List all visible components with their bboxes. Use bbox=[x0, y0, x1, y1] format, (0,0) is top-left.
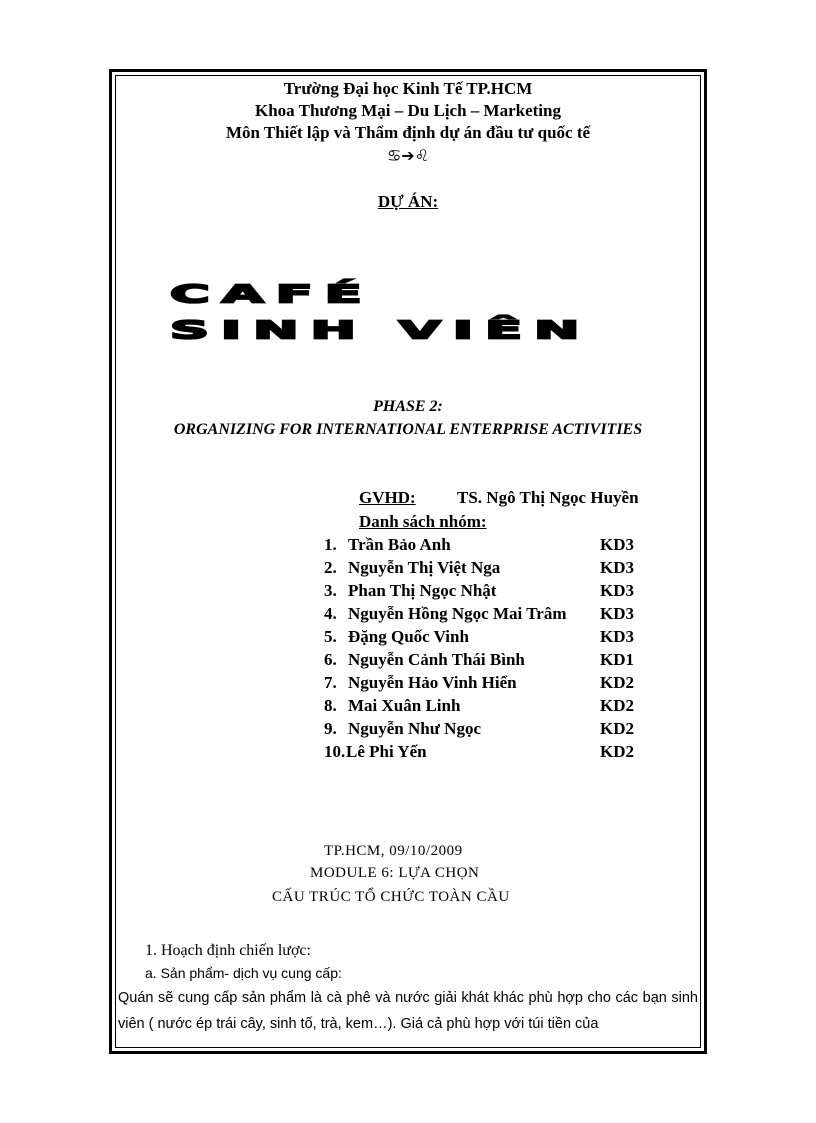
title-line-2: SINH VIÊN bbox=[170, 316, 592, 345]
member-class: KD2 bbox=[600, 673, 634, 692]
member-number: 2. bbox=[324, 558, 337, 577]
member-class: KD3 bbox=[600, 627, 634, 646]
member-class: KD3 bbox=[600, 581, 634, 600]
project-label-text: DỰ ÁN: bbox=[377, 192, 439, 211]
project-label bbox=[112, 192, 704, 212]
university-name: Trường Đại học Kinh Tế TP.HCM bbox=[283, 79, 533, 98]
member-number: 6. bbox=[324, 650, 337, 669]
member-name: Đặng Quốc Vinh bbox=[348, 627, 469, 646]
member-number: 4. bbox=[324, 604, 337, 623]
list-item bbox=[324, 719, 644, 742]
member-class: KD3 bbox=[600, 604, 634, 623]
member-class: KD3 bbox=[600, 535, 634, 554]
list-item bbox=[324, 627, 644, 650]
member-class: KD2 bbox=[600, 742, 634, 761]
member-list bbox=[324, 535, 644, 765]
list-item bbox=[324, 650, 644, 673]
member-name: Nguyễn Như Ngọc bbox=[348, 719, 481, 738]
list-item bbox=[324, 558, 644, 581]
module-subtitle: CẤU TRÚC TỔ CHỨC TOÀN CẦU bbox=[272, 889, 510, 905]
member-class: KD1 bbox=[600, 650, 634, 669]
member-name: Nguyễn Thị Việt Nga bbox=[348, 558, 501, 577]
subsection-heading: a. Sản phẩm- dịch vụ cung cấp: bbox=[145, 965, 342, 981]
supervisor-label: GVHD: bbox=[359, 488, 416, 507]
member-name: Trần Bảo Anh bbox=[348, 535, 451, 554]
list-item bbox=[324, 581, 644, 604]
group-label: Danh sách nhóm: bbox=[359, 512, 487, 531]
list-item bbox=[324, 673, 644, 696]
member-class: KD2 bbox=[600, 719, 634, 738]
member-number: 9. bbox=[324, 719, 337, 738]
phase-subtitle: ORGANIZING FOR INTERNATIONAL ENTERPRISE ACTIVITIES bbox=[173, 421, 643, 438]
list-item bbox=[324, 535, 644, 558]
member-number: 1. bbox=[324, 535, 337, 554]
member-number: 7. bbox=[324, 673, 337, 692]
list-item bbox=[324, 742, 644, 765]
ornament-icon: ♋➔♌ bbox=[386, 146, 430, 165]
title-line-1: CAFÉ bbox=[170, 280, 374, 309]
member-name: Phan Thị Ngọc Nhật bbox=[348, 581, 497, 600]
supervisor bbox=[359, 488, 639, 508]
member-name: Nguyễn Cảnh Thái Bình bbox=[348, 650, 525, 669]
module-title: MODULE 6: LỰA CHỌN bbox=[310, 865, 480, 881]
member-number: 8. bbox=[324, 696, 337, 715]
member-name: Lê Phi Yến bbox=[346, 742, 427, 761]
member-name: Nguyễn Hảo Vinh Hiển bbox=[348, 673, 517, 692]
faculty-name: Khoa Thương Mại – Du Lịch – Marketing bbox=[255, 101, 561, 120]
member-number: 10. bbox=[324, 742, 346, 761]
member-number: 3. bbox=[324, 581, 337, 600]
member-name: Nguyễn Hồng Ngọc Mai Trâm bbox=[348, 604, 567, 623]
supervisor-name: TS. Ngô Thị Ngọc Huyền bbox=[457, 488, 639, 507]
member-name: Mai Xuân Linh bbox=[348, 696, 461, 715]
course-name: Môn Thiết lập và Thẩm định dự án đầu tư quốc tế bbox=[225, 123, 591, 142]
body-paragraph: Quán sẽ cung cấp sản phẩm là cà phê và nước giải khát khác phù hợp cho các bạn sinh viên ( nước ép trái cây, sinh tố, trà, kem…). Giá cả phù hợp với túi tiền của bbox=[118, 990, 698, 1032]
member-class: KD3 bbox=[600, 558, 634, 577]
phase-label: PHASE 2: bbox=[373, 398, 443, 415]
list-item bbox=[324, 604, 644, 627]
list-item bbox=[324, 696, 644, 719]
member-class: KD2 bbox=[600, 696, 634, 715]
section-heading: 1. Hoạch định chiến lược: bbox=[145, 942, 311, 959]
member-number: 5. bbox=[324, 627, 337, 646]
place-date: TP.HCM, 09/10/2009 bbox=[324, 843, 463, 859]
